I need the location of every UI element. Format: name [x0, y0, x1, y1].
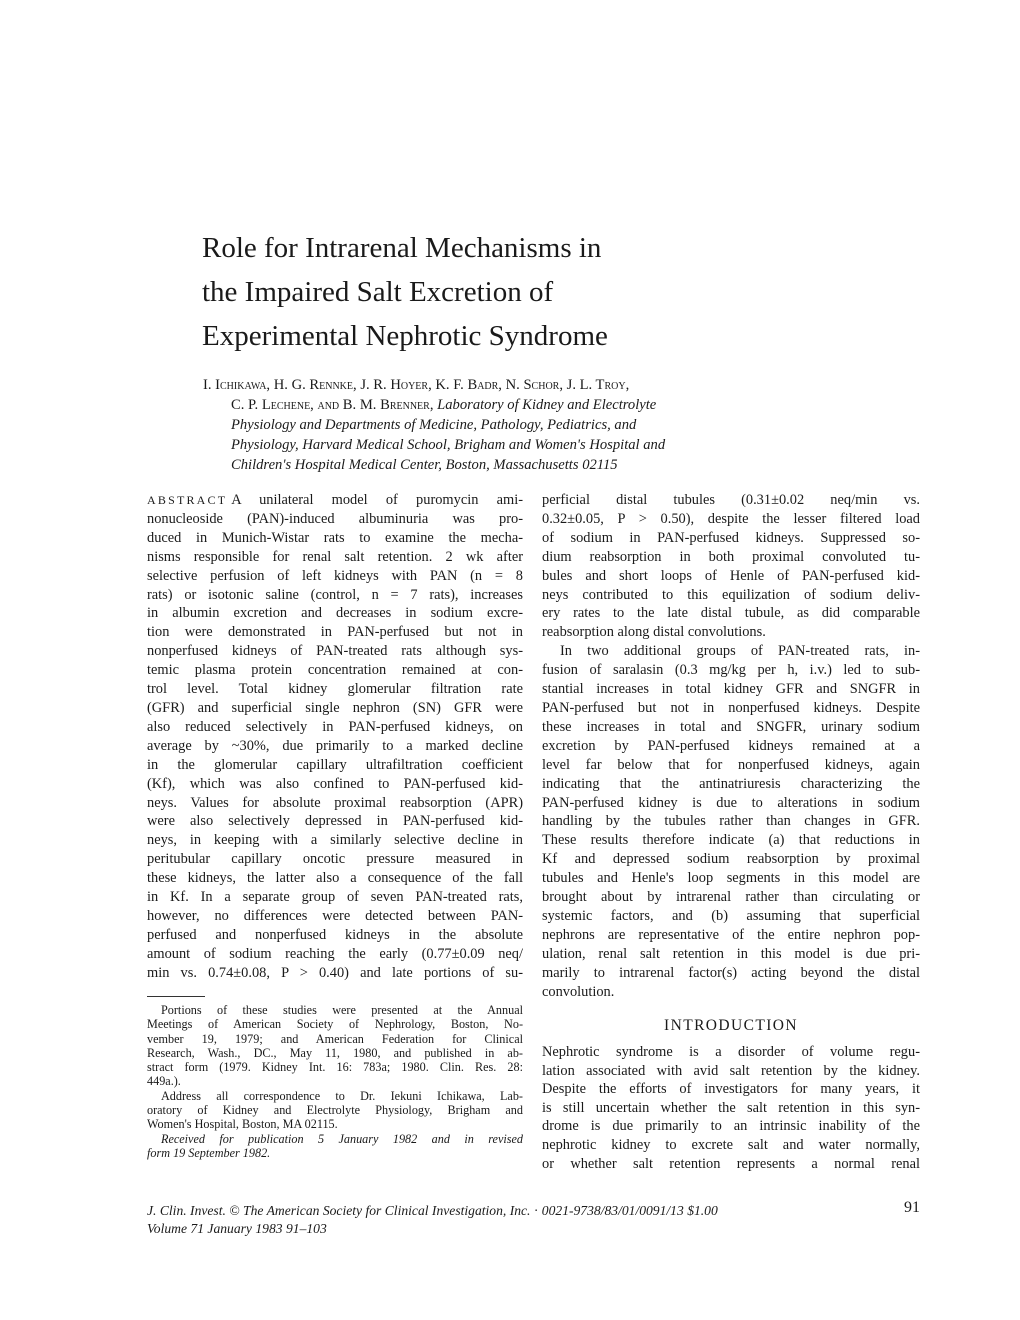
article-code: 0021-9738/83/01/0091/13	[541, 1203, 684, 1218]
abstract-line: in Kf. In a separate group of seven PAN-treated rats,	[147, 889, 523, 906]
intro-line: nephrotic kidney to excrete salt and water normally,	[542, 1136, 920, 1153]
footnote-line: Research, Wash., DC., May 11, 1980, and published in ab-	[147, 1045, 523, 1060]
abstract-line: were also selectively depressed in PAN-perfused kid-	[147, 813, 523, 830]
page-range: 91–103	[285, 1221, 327, 1236]
abstract-line: In two additional groups of PAN-treated rats, in-	[560, 643, 920, 660]
footnote-line: vember 19, 1979; and American Federation for Clinical	[147, 1031, 523, 1046]
abstract-line: convolution.	[542, 983, 615, 1000]
author-affiliation-line	[203, 395, 793, 415]
introduction-heading: INTRODUCTION	[664, 1017, 798, 1034]
title-line: Experimental Nephrotic Syndrome	[202, 320, 608, 352]
issue-date: January 1983	[207, 1221, 283, 1236]
abstract-line: nonperfused kidneys of PAN-treated rats although sys-	[147, 643, 523, 660]
abstract-line: Kf and depressed sodium reabsorption by proximal	[542, 851, 920, 868]
abstract-line: in albumin excretion and decreases in sodium excre-	[147, 605, 523, 622]
footnotes	[147, 1003, 523, 1160]
abstract-line: ABSTRACT A unilateral model of puromycin ami-	[147, 492, 523, 508]
article-price: $1.00	[687, 1203, 718, 1218]
footnote-line: Portions of these studies were presented at the Annual	[161, 1003, 523, 1017]
intro-line: Despite the efforts of investigators for many years, it	[542, 1081, 920, 1098]
abstract-line: These results therefore indicate (a) that reductions in	[542, 832, 920, 849]
abstract-line: neys, in keeping with a similarly selective decline in	[147, 832, 523, 849]
abstract-line: peritubular capillary oncotic pressure measured in	[147, 851, 523, 868]
abstract-line: bules and short loops of Henle of PAN-perfused kid-	[542, 567, 920, 584]
introduction-text	[542, 1043, 920, 1173]
author-names: I. Ichikawa, H. G. Rennke, J. R. Hoyer, K. F. Badr, N. Schor, J. L. Troy,	[203, 377, 630, 393]
abstract-line: nonucleoside (PAN)-induced albuminuria was pro-	[147, 510, 523, 527]
page-number: 91	[904, 1199, 920, 1216]
abstract-line: fusion of saralasin (0.3 mg/kg per h, i.v.) led to sub-	[542, 662, 920, 679]
abstract-line: nisms responsible for renal salt retention. 2 wk after	[147, 548, 523, 565]
author-names-continued: C. P. Lechene, and B. M. Brenner,	[231, 397, 434, 413]
affiliation-text: Physiology and Departments of Medicine, Pathology, Pediatrics, and	[231, 417, 637, 433]
intro-line: or whether salt retention represents a normal renal	[542, 1155, 920, 1172]
abstract-line: ery rates to the late distal tubule, as did comparable	[542, 605, 920, 622]
abstract-line: also reduced selectively in PAN-perfused kidneys, on	[147, 718, 523, 735]
abstract-line: 0.32±0.05, P > 0.50), despite the lesser filtered load	[542, 510, 920, 527]
abstract-line: in the glomerular capillary ultrafiltration coefficient	[147, 756, 523, 773]
abstract-line: stantial increases in total kidney GFR and SNGFR in	[542, 681, 920, 698]
footnote-rule	[147, 996, 205, 997]
abstract-line: selective perfusion of left kidneys with PAN (n = 8	[147, 567, 523, 584]
abstract-line: PAN-perfused but not in nonperfused kidneys. Despite	[542, 699, 920, 716]
abstract-line: rats) or isotonic saline (control, n = 7 rats), increases	[147, 586, 523, 603]
abstract-line: neys. Values for absolute proximal reabsorption (APR)	[147, 794, 523, 811]
abstract-right-column	[542, 491, 920, 1001]
title-line: the Impaired Salt Excretion of	[202, 276, 554, 308]
abstract-line: marily to intrarenal factor(s) acting beyond the distal	[542, 964, 920, 981]
abstract-line: indicating that the antinatriuresis characterizing the	[542, 775, 920, 792]
affiliation-text: Children's Hospital Medical Center, Boston, Massachusetts 02115	[231, 457, 618, 473]
copyright-text: © The American Society for Clinical Investigation, Inc.	[225, 1203, 531, 1218]
intro-line: drome is due primarily to an intrinsic inability of the	[542, 1118, 920, 1135]
abstract-line: tubules and Henle's loop segments in this model are	[542, 870, 920, 887]
abstract-line: brought about by intrarenal rather than circulating or	[542, 889, 920, 906]
abstract-line: excretion by PAN-perfused kidneys remained at a	[542, 737, 920, 754]
abstract-line: tion were demonstrated in PAN-perfused but not in	[147, 624, 523, 641]
abstract-line: PAN-perfused kidney is due to alterations in sodium	[542, 794, 920, 811]
footer-line-2	[147, 1220, 887, 1238]
footnote-line: form 19 September 1982.	[147, 1145, 271, 1160]
intro-line: is still uncertain whether the salt retention in this syn-	[542, 1099, 920, 1116]
footnote-line: oratory of Kidney and Electrolyte Physiology, Brigham and	[147, 1103, 523, 1118]
abstract-line: handling by the tubules rather than changes in GFR.	[542, 813, 920, 830]
separator-dot: ·	[530, 1203, 542, 1218]
abstract-label: ABSTRACT	[147, 493, 228, 507]
abstract-left-column	[147, 491, 523, 983]
abstract-line: however, no differences were detected between PAN-	[147, 907, 523, 924]
footnote-line: stract form (1979. Kidney Int. 16: 783a; 1980. Clin. Res. 28:	[147, 1060, 523, 1075]
abstract-line: perficial distal tubules (0.31±0.02 neq/min vs.	[542, 492, 920, 508]
affiliation-text: Physiology, Harvard Medical School, Brigham and Women's Hospital and	[231, 437, 666, 453]
footnote-line: Women's Hospital, Boston, MA 02115.	[147, 1117, 338, 1132]
footer-line-1	[147, 1202, 887, 1220]
volume-label: Volume 71	[147, 1221, 205, 1236]
footnote-line: Meetings of American Society of Nephrology, Boston, No-	[147, 1017, 523, 1032]
abstract-line: reabsorption along distal convolutions.	[542, 624, 766, 641]
footnote-line: 449a.).	[147, 1074, 181, 1089]
abstract-line: systemic factors, and (b) assuming that superficial	[542, 907, 920, 924]
footnote-line: Received for publication 5 January 1982 and in revised	[161, 1131, 523, 1146]
abstract-line: nephrons are representative of the entire nephron pop-	[542, 926, 920, 943]
abstract-line: level far below that for nonperfused kidneys, again	[542, 756, 920, 773]
abstract-line: these kidneys, the latter also a consequence of the fall	[147, 870, 523, 887]
title-line: Role for Intrarenal Mechanisms in	[202, 232, 602, 264]
abstract-line: duced in Munich-Wistar rats to examine the mecha-	[147, 529, 523, 546]
abstract-line: these increases in total and SNGFR, urinary sodium	[542, 718, 920, 735]
affiliation-text: Laboratory of Kidney and Electrolyte	[433, 397, 657, 413]
abstract-line: of sodium in PAN-perfused kidneys. Suppressed so-	[542, 529, 920, 546]
intro-line: lation associated with avid salt retention by the kidney.	[542, 1062, 920, 1079]
abstract-line: (Kf), which was also confined to PAN-perfused kid-	[147, 775, 523, 792]
author-block	[203, 375, 793, 475]
abstract-line: temic plasma protein concentration remained at con-	[147, 662, 523, 679]
abstract-line: trol level. Total kidney glomerular filtration rate	[147, 681, 523, 698]
abstract-line: min vs. 0.74±0.08, P > 0.40) and late portions of su-	[147, 964, 523, 981]
article-title	[202, 226, 822, 358]
abstract-line: ulation, renal salt retention in this model is due pri-	[542, 945, 920, 962]
abstract-line: (GFR) and superficial single nephron (SN) GFR were	[147, 699, 523, 716]
abstract-line: average by ~30%, due primarily to a marked decline	[147, 737, 523, 754]
abstract-line: perfused and nonperfused kidneys in the absolute	[147, 926, 523, 943]
footnote-line: Address all correspondence to Dr. Iekuni Ichikawa, Lab-	[161, 1088, 523, 1103]
page-footer	[147, 1202, 887, 1238]
abstract-line: amount of sodium reaching the early (0.77±0.09 neq/	[147, 945, 523, 962]
abstract-line: neys contributed to this equilization of sodium deliv-	[542, 586, 920, 603]
intro-line: Nephrotic syndrome is a disorder of volume regu-	[542, 1044, 920, 1060]
journal-name: J. Clin. Invest.	[147, 1203, 226, 1218]
abstract-line: dium reabsorption in both proximal convoluted tu-	[542, 548, 920, 565]
